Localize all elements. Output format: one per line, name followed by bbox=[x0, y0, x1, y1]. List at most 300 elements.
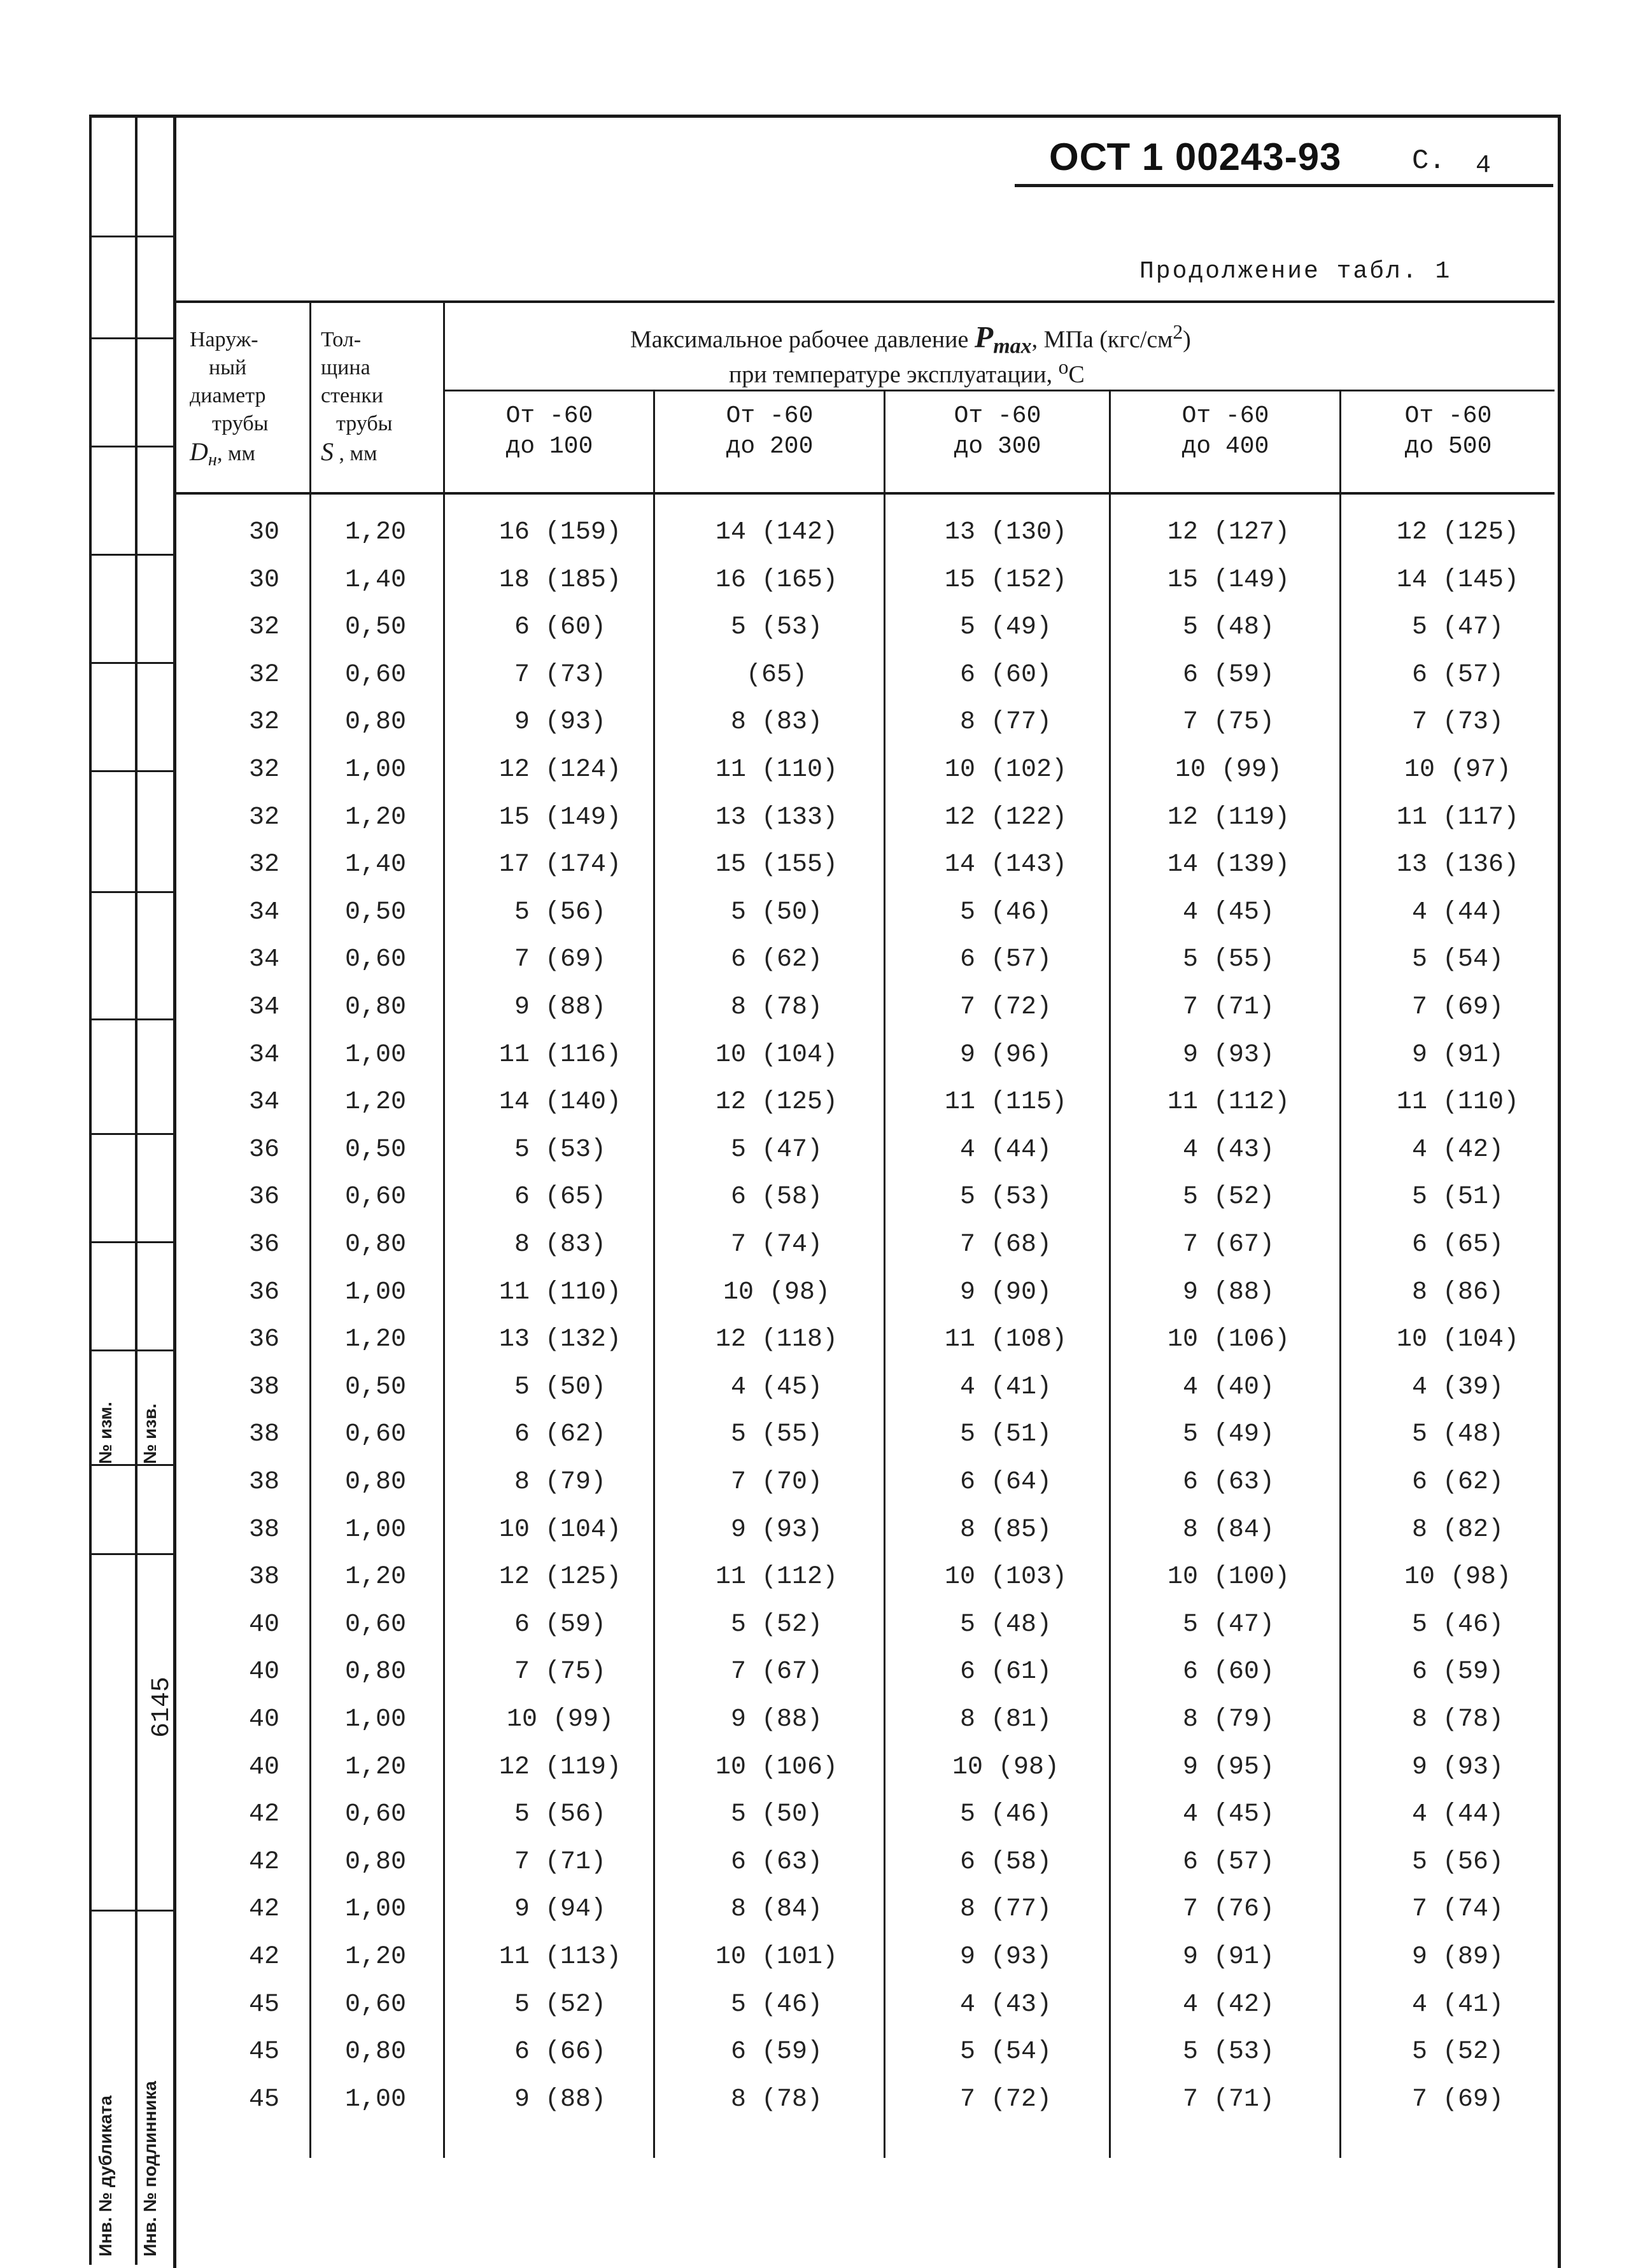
pressure-cell: 5 (47) bbox=[1182, 1610, 1275, 1639]
pressure-cell: 6 (59) bbox=[730, 2038, 823, 2067]
table-row bbox=[191, 984, 1553, 1032]
wall-thickness-cell: 0,80 bbox=[344, 2038, 406, 2067]
table-row bbox=[191, 557, 1553, 605]
temp-range-from: От -60 bbox=[505, 402, 593, 430]
wall-thickness-cell: 0,60 bbox=[344, 1183, 406, 1212]
outer-diameter-cell: 32 bbox=[248, 756, 279, 784]
pressure-cell: 5 (46) bbox=[730, 1990, 823, 2019]
pressure-unit: , МПа (кгс/см bbox=[1031, 326, 1173, 353]
outer-diameter-cell: 45 bbox=[248, 2038, 279, 2067]
pressure-cell: 7 (72) bbox=[959, 993, 1052, 1022]
pressure-cell: 7 (73) bbox=[1411, 708, 1504, 737]
temp-range-from: От -60 bbox=[726, 402, 814, 430]
table-row bbox=[191, 1364, 1553, 1412]
pressure-cell: 15 (155) bbox=[715, 850, 838, 880]
header-line: диаметр bbox=[190, 384, 266, 407]
wall-thickness-cell: 0,50 bbox=[344, 1372, 406, 1402]
pressure-cell: 6 (60) bbox=[959, 660, 1052, 689]
strip-sep bbox=[89, 1133, 174, 1135]
change-number-label: № изм. bbox=[95, 1402, 115, 1464]
pressure-cell: 5 (52) bbox=[514, 1990, 607, 2019]
temp-range-300 bbox=[886, 401, 1109, 462]
pressure-cell: 16 (165) bbox=[715, 565, 838, 595]
pressure-cell: 10 (101) bbox=[715, 1943, 838, 1971]
temp-range-500 bbox=[1342, 401, 1555, 462]
pressure-cell: 6 (59) bbox=[514, 1610, 607, 1639]
pressure-cell: 5 (49) bbox=[1182, 1420, 1275, 1449]
table-row bbox=[191, 1554, 1553, 1602]
pressure-cell: 15 (152) bbox=[944, 565, 1068, 595]
pressure-cell: 10 (100) bbox=[1167, 1563, 1290, 1592]
outer-diameter-cell: 36 bbox=[248, 1135, 279, 1164]
table-row bbox=[191, 2076, 1553, 2124]
pressure-cell: 9 (91) bbox=[1411, 1040, 1504, 1069]
outer-diameter-cell: 30 bbox=[248, 565, 279, 595]
header-subdivider bbox=[443, 390, 1555, 391]
wall-thickness-cell: 0,60 bbox=[344, 945, 406, 975]
pressure-cell: 5 (52) bbox=[730, 1610, 823, 1639]
outer-diameter-cell: 36 bbox=[248, 1230, 279, 1259]
document-code: ОСТ 1 00243-93 bbox=[1049, 136, 1342, 178]
pressure-cell: 9 (89) bbox=[1411, 1943, 1504, 1971]
table-row bbox=[191, 1411, 1553, 1459]
pressure-cell: 5 (52) bbox=[1411, 2038, 1504, 2067]
header-bottom-border bbox=[176, 492, 1555, 495]
pressure-cell: 15 (149) bbox=[498, 803, 622, 832]
pressure-cell: 10 (99) bbox=[506, 1705, 614, 1734]
pressure-cell: 5 (53) bbox=[959, 1183, 1052, 1212]
strip-sep bbox=[89, 662, 174, 664]
pressure-cell: 6 (65) bbox=[1411, 1230, 1504, 1259]
table-top-border bbox=[176, 300, 1555, 303]
table-row bbox=[191, 1886, 1553, 1934]
strip-top bbox=[89, 115, 174, 118]
table-row bbox=[191, 889, 1553, 937]
pressure-cell: 8 (84) bbox=[1182, 1515, 1275, 1544]
pressure-cell: 4 (44) bbox=[1411, 898, 1504, 927]
wall-thickness-cell: 0,80 bbox=[344, 1847, 406, 1877]
pressure-cell: 6 (62) bbox=[1411, 1468, 1504, 1497]
outer-diameter-cell: 34 bbox=[248, 993, 279, 1022]
pressure-cell: 4 (42) bbox=[1182, 1990, 1275, 2019]
wall-thickness-cell: 1,20 bbox=[344, 518, 406, 547]
wall-thickness-cell: 1,00 bbox=[344, 1895, 406, 1924]
pressure-cell: 9 (88) bbox=[514, 993, 607, 1022]
strip-sep bbox=[89, 1464, 174, 1466]
pressure-cell: 6 (57) bbox=[959, 945, 1052, 975]
wall-thickness-cell: 1,00 bbox=[344, 1040, 406, 1069]
pressure-cell: 8 (82) bbox=[1411, 1515, 1504, 1544]
pressure-title: Максимальное рабочее давление bbox=[630, 326, 969, 353]
original-inventory-label: Инв. № подлинника bbox=[140, 2081, 160, 2257]
outer-diameter-cell: 38 bbox=[248, 1468, 279, 1497]
outer-diameter-cell: 42 bbox=[248, 1800, 279, 1829]
pressure-cell: 5 (47) bbox=[1411, 613, 1504, 642]
pressure-cell: 10 (98) bbox=[723, 1278, 831, 1307]
table-row bbox=[191, 1222, 1553, 1269]
pressure-cell: 4 (44) bbox=[1411, 1800, 1504, 1829]
strip-sep bbox=[89, 1018, 174, 1020]
pressure-cell: 5 (53) bbox=[514, 1135, 607, 1164]
wall-thickness-cell: 0,60 bbox=[344, 1420, 406, 1449]
page-label: С. bbox=[1412, 145, 1446, 177]
wall-thickness-cell: 1,00 bbox=[344, 1705, 406, 1734]
outer-diameter-cell: 32 bbox=[248, 803, 279, 832]
pressure-cell: 6 (60) bbox=[1182, 1658, 1275, 1687]
pressure-cell: 8 (84) bbox=[730, 1895, 823, 1924]
pressure-cell: 4 (44) bbox=[959, 1135, 1052, 1164]
table-row bbox=[191, 1982, 1553, 2029]
pressure-cell: 5 (48) bbox=[1182, 613, 1275, 642]
temp-range-to: до 400 bbox=[1181, 433, 1269, 460]
wall-thickness-cell: 0,80 bbox=[344, 1230, 406, 1259]
pressure-cell: 9 (93) bbox=[1411, 1752, 1504, 1782]
pressure-cell: 8 (78) bbox=[1411, 1705, 1504, 1734]
strip-sep bbox=[89, 1349, 174, 1351]
pressure-cell: 8 (83) bbox=[730, 708, 823, 737]
table-row bbox=[191, 652, 1553, 700]
pressure-cell: 9 (94) bbox=[514, 1895, 607, 1924]
strip-sep bbox=[89, 554, 174, 556]
pressure-cell: 11 (115) bbox=[944, 1088, 1068, 1117]
pressure-cell: 9 (90) bbox=[959, 1278, 1052, 1307]
strip-sep bbox=[89, 1553, 174, 1555]
table-row bbox=[191, 936, 1553, 984]
pressure-cell: 10 (102) bbox=[944, 756, 1068, 784]
notice-number-label: № изв. bbox=[140, 1403, 160, 1464]
pressure-cell: 10 (98) bbox=[1404, 1563, 1512, 1592]
table-row bbox=[191, 1649, 1553, 1696]
pressure-cell: 6 (57) bbox=[1411, 660, 1504, 689]
pressure-cell: 7 (76) bbox=[1182, 1895, 1275, 1924]
duplicate-inventory-label: Инв. № дубликата bbox=[95, 2095, 115, 2257]
table-row bbox=[191, 794, 1553, 842]
wall-thickness-cell: 1,20 bbox=[344, 1325, 406, 1355]
pressure-cell: 13 (136) bbox=[1396, 850, 1520, 880]
temperature-subheader bbox=[729, 353, 1085, 389]
pressure-cell: 9 (95) bbox=[1182, 1752, 1275, 1782]
outer-diameter-cell: 42 bbox=[248, 1895, 279, 1924]
pressure-cell: 6 (64) bbox=[959, 1468, 1052, 1497]
temp-range-to: до 100 bbox=[505, 433, 593, 460]
outer-diameter-cell: 38 bbox=[248, 1563, 279, 1592]
table-row bbox=[191, 1079, 1553, 1127]
pressure-cell: 4 (41) bbox=[959, 1372, 1052, 1402]
pressure-cell: 8 (83) bbox=[514, 1230, 607, 1259]
header-line: трубы bbox=[336, 412, 393, 435]
thickness-symbol: S bbox=[321, 437, 334, 466]
table-row bbox=[191, 842, 1553, 889]
table-row bbox=[191, 604, 1553, 652]
pressure-cell: 7 (69) bbox=[1411, 2085, 1504, 2114]
diameter-unit: , мм bbox=[216, 442, 255, 465]
outer-diameter-cell: 34 bbox=[248, 1088, 279, 1117]
outer-diameter-cell: 32 bbox=[248, 850, 279, 880]
pressure-cell: 6 (59) bbox=[1411, 1658, 1504, 1687]
pressure-cell: 8 (78) bbox=[730, 2085, 823, 2114]
pressure-cell: 6 (58) bbox=[959, 1847, 1052, 1877]
pressure-cell: 12 (118) bbox=[715, 1325, 838, 1355]
pressure-cell: 8 (86) bbox=[1411, 1278, 1504, 1307]
wall-thickness-header bbox=[321, 326, 393, 468]
pressure-cell: 7 (70) bbox=[730, 1468, 823, 1497]
wall-thickness-cell: 0,50 bbox=[344, 898, 406, 927]
wall-thickness-cell: 0,60 bbox=[344, 1610, 406, 1639]
strip-line-2 bbox=[135, 115, 138, 2265]
pressure-cell: 14 (142) bbox=[715, 518, 838, 547]
pressure-cell: 6 (63) bbox=[1182, 1468, 1275, 1497]
pressure-cell: 10 (104) bbox=[1396, 1325, 1520, 1355]
wall-thickness-cell: 1,20 bbox=[344, 1943, 406, 1971]
strip-line-1 bbox=[89, 115, 92, 2265]
pressure-cell: 9 (88) bbox=[730, 1705, 823, 1734]
pressure-cell: 5 (46) bbox=[959, 1800, 1052, 1829]
pressure-cell: 14 (143) bbox=[944, 850, 1068, 880]
pressure-cell: 7 (73) bbox=[514, 660, 607, 689]
table-row bbox=[191, 1839, 1553, 1887]
table-row bbox=[191, 509, 1553, 557]
pressure-cell: 6 (60) bbox=[514, 613, 607, 642]
pressure-cell: 7 (68) bbox=[959, 1230, 1052, 1259]
pressure-cell: 7 (69) bbox=[514, 945, 607, 975]
strip-sep bbox=[89, 1910, 174, 1912]
outer-diameter-cell: 36 bbox=[248, 1325, 279, 1355]
wall-thickness-cell: 1,20 bbox=[344, 1752, 406, 1782]
pressure-cell: 16 (159) bbox=[498, 518, 622, 547]
pressure-cell: 8 (79) bbox=[1182, 1705, 1275, 1734]
wall-thickness-cell: 1,00 bbox=[344, 2085, 406, 2114]
table-row bbox=[191, 1316, 1553, 1364]
outer-diameter-cell: 36 bbox=[248, 1183, 279, 1212]
pressure-subscript: max bbox=[993, 334, 1032, 358]
pressure-cell: 5 (54) bbox=[1411, 945, 1504, 975]
temp-range-400 bbox=[1111, 401, 1339, 462]
pressure-cell: 9 (91) bbox=[1182, 1943, 1275, 1971]
outer-diameter-cell: 42 bbox=[248, 1943, 279, 1971]
table-continuation-label: Продолжение табл. 1 bbox=[1139, 258, 1452, 285]
wall-thickness-cell: 1,20 bbox=[344, 1088, 406, 1117]
pressure-cell: 10 (99) bbox=[1174, 756, 1283, 784]
pressure-cell: 7 (67) bbox=[1182, 1230, 1275, 1259]
celsius: С bbox=[1068, 361, 1085, 388]
pressure-cell: 5 (48) bbox=[1411, 1420, 1504, 1449]
pressure-cell: 8 (81) bbox=[959, 1705, 1052, 1734]
pressure-cell: 5 (51) bbox=[959, 1420, 1052, 1449]
pressure-cell: (65) bbox=[745, 660, 807, 689]
strip-sep bbox=[89, 891, 174, 893]
table-row bbox=[191, 1269, 1553, 1317]
wall-thickness-cell: 0,50 bbox=[344, 1135, 406, 1164]
pressure-cell: 4 (43) bbox=[959, 1990, 1052, 2019]
table-row bbox=[191, 1696, 1553, 1744]
outer-diameter-cell: 38 bbox=[248, 1515, 279, 1544]
header-line bbox=[190, 438, 269, 474]
wall-thickness-cell: 0,50 bbox=[344, 613, 406, 642]
outer-diameter-cell: 30 bbox=[248, 518, 279, 547]
pressure-cell: 4 (39) bbox=[1411, 1372, 1504, 1402]
header-line bbox=[321, 438, 393, 468]
pressure-cell: 12 (125) bbox=[1396, 518, 1520, 547]
table-row bbox=[191, 1459, 1553, 1507]
pressure-cell: 4 (43) bbox=[1182, 1135, 1275, 1164]
pressure-cell: 6 (57) bbox=[1182, 1847, 1275, 1877]
wall-thickness-cell: 1,00 bbox=[344, 1515, 406, 1544]
temperature-title: при температуре эксплуатации, bbox=[729, 361, 1053, 388]
temp-range-100 bbox=[446, 401, 653, 462]
pressure-cell: 5 (56) bbox=[514, 1800, 607, 1829]
diameter-subscript: н bbox=[208, 449, 217, 470]
temp-range-from: От -60 bbox=[1404, 402, 1492, 430]
pressure-cell: 4 (45) bbox=[1182, 898, 1275, 927]
wall-thickness-cell: 0,80 bbox=[344, 1468, 406, 1497]
outer-diameter-cell: 32 bbox=[248, 660, 279, 689]
pressure-cell: 17 (174) bbox=[498, 850, 622, 880]
pressure-cell: 12 (125) bbox=[498, 1563, 622, 1592]
pressure-cell: 8 (77) bbox=[959, 1895, 1052, 1924]
pressure-cell: 11 (113) bbox=[498, 1943, 622, 1971]
pressure-symbol: P bbox=[974, 320, 994, 355]
pressure-cell: 10 (103) bbox=[944, 1563, 1068, 1592]
pressure-cell: 5 (51) bbox=[1411, 1183, 1504, 1212]
pressure-cell: 7 (74) bbox=[1411, 1895, 1504, 1924]
pressure-cell: 7 (72) bbox=[959, 2085, 1052, 2114]
pressure-cell: 10 (106) bbox=[715, 1752, 838, 1782]
table-row bbox=[191, 1791, 1553, 1839]
pressure-cell: 9 (88) bbox=[514, 2085, 607, 2114]
pressure-cell: 13 (130) bbox=[944, 518, 1068, 547]
outer-diameter-cell: 34 bbox=[248, 1040, 279, 1069]
pressure-cell: 7 (71) bbox=[514, 1847, 607, 1877]
outer-diameter-cell: 38 bbox=[248, 1420, 279, 1449]
pressure-cell: 4 (42) bbox=[1411, 1135, 1504, 1164]
table-row bbox=[191, 1744, 1553, 1792]
temp-range-from: От -60 bbox=[954, 402, 1041, 430]
pressure-cell: 5 (49) bbox=[959, 613, 1052, 642]
wall-thickness-cell: 1,20 bbox=[344, 1563, 406, 1592]
pressure-cell: 5 (55) bbox=[730, 1420, 823, 1449]
pressure-cell: 9 (88) bbox=[1182, 1278, 1275, 1307]
pressure-cell: 4 (45) bbox=[730, 1372, 823, 1402]
degree-sign: о bbox=[1058, 356, 1069, 378]
wall-thickness-cell: 0,60 bbox=[344, 1800, 406, 1829]
pressure-cell: 6 (66) bbox=[514, 2038, 607, 2067]
pressure-cell: 5 (56) bbox=[514, 898, 607, 927]
wall-thickness-cell: 1,40 bbox=[344, 565, 406, 595]
table-row bbox=[191, 747, 1553, 794]
outer-diameter-cell: 34 bbox=[248, 898, 279, 927]
page-number: 4 bbox=[1476, 151, 1491, 180]
diameter-symbol: D bbox=[190, 437, 208, 466]
pressure-cell: 5 (47) bbox=[730, 1135, 823, 1164]
header-line: Тол- bbox=[321, 328, 362, 351]
pressure-cell: 11 (108) bbox=[944, 1325, 1068, 1355]
pressure-cell: 10 (104) bbox=[715, 1040, 838, 1069]
wall-thickness-cell: 0,80 bbox=[344, 708, 406, 737]
pressure-cell: 7 (71) bbox=[1182, 993, 1275, 1022]
wall-thickness-cell: 1,00 bbox=[344, 756, 406, 784]
pressure-cell: 7 (75) bbox=[1182, 708, 1275, 737]
pressure-cell: 10 (106) bbox=[1167, 1325, 1290, 1355]
pressure-cell: 11 (117) bbox=[1396, 803, 1520, 832]
pressure-cell: 12 (124) bbox=[498, 756, 622, 784]
outer-diameter-cell: 40 bbox=[248, 1610, 279, 1639]
outer-diameter-cell: 40 bbox=[248, 1658, 279, 1687]
table-row bbox=[191, 1934, 1553, 1982]
table-row bbox=[191, 1174, 1553, 1222]
pressure-cell: 11 (112) bbox=[1167, 1088, 1290, 1117]
temp-range-200 bbox=[656, 401, 884, 462]
pressure-cell: 11 (110) bbox=[498, 1278, 622, 1307]
pressure-cell: 8 (78) bbox=[730, 993, 823, 1022]
pressure-cell: 14 (139) bbox=[1167, 850, 1290, 880]
pressure-cell: 5 (50) bbox=[730, 898, 823, 927]
pressure-cell: 9 (93) bbox=[730, 1515, 823, 1544]
pressure-cell: 8 (77) bbox=[959, 708, 1052, 737]
pressure-cell: 4 (45) bbox=[1182, 1800, 1275, 1829]
pressure-cell: 8 (79) bbox=[514, 1468, 607, 1497]
pressure-cell: 12 (119) bbox=[1167, 803, 1290, 832]
wall-thickness-cell: 1,40 bbox=[344, 850, 406, 880]
header-line: щина bbox=[321, 356, 370, 379]
pressure-cell: 6 (62) bbox=[730, 945, 823, 975]
temp-range-from: От -60 bbox=[1181, 402, 1269, 430]
wall-thickness-cell: 0,80 bbox=[344, 993, 406, 1022]
pressure-cell: 11 (110) bbox=[715, 756, 838, 784]
pressure-cell: 5 (46) bbox=[1411, 1610, 1504, 1639]
pressure-cell: 8 (85) bbox=[959, 1515, 1052, 1544]
strip-sep bbox=[89, 446, 174, 447]
pressure-cell: 14 (140) bbox=[498, 1088, 622, 1117]
strip-sep bbox=[89, 1241, 174, 1243]
outer-diameter-cell: 34 bbox=[248, 945, 279, 975]
pressure-cell: 11 (110) bbox=[1396, 1088, 1520, 1117]
temp-range-to: до 300 bbox=[954, 433, 1041, 460]
wall-thickness-cell: 0,80 bbox=[344, 1658, 406, 1687]
pressure-cell: 6 (59) bbox=[1182, 660, 1275, 689]
pressure-cell: 11 (112) bbox=[715, 1563, 838, 1592]
pressure-cell: 9 (93) bbox=[959, 1943, 1052, 1971]
pressure-cell: 6 (61) bbox=[959, 1658, 1052, 1687]
strip-sep bbox=[89, 770, 174, 772]
pressure-cell: 5 (53) bbox=[1182, 2038, 1275, 2067]
pressure-cell: 10 (97) bbox=[1404, 756, 1512, 784]
header-line: стенки bbox=[321, 384, 383, 407]
wall-thickness-cell: 1,00 bbox=[344, 1278, 406, 1307]
outer-diameter-cell: 32 bbox=[248, 613, 279, 642]
outer-diameter-cell: 40 bbox=[248, 1752, 279, 1782]
header-line: ный bbox=[209, 356, 247, 379]
outer-diameter-cell: 36 bbox=[248, 1278, 279, 1307]
header-line: трубы bbox=[212, 412, 269, 435]
table-row bbox=[191, 1602, 1553, 1649]
table-row bbox=[191, 1127, 1553, 1174]
pressure-cell: 12 (122) bbox=[944, 803, 1068, 832]
temp-range-to: до 500 bbox=[1404, 433, 1492, 460]
pressure-cell: 14 (145) bbox=[1396, 565, 1520, 595]
pressure-cell: 10 (104) bbox=[498, 1515, 622, 1544]
pressure-cell: 4 (40) bbox=[1182, 1372, 1275, 1402]
pressure-cell: 9 (96) bbox=[959, 1040, 1052, 1069]
outer-diameter-cell: 40 bbox=[248, 1705, 279, 1734]
header-line: Наруж- bbox=[190, 328, 258, 351]
doc-code-underline bbox=[1015, 184, 1553, 187]
pressure-cell: 12 (125) bbox=[715, 1088, 838, 1117]
pressure-cell: 5 (48) bbox=[959, 1610, 1052, 1639]
pressure-cell: 5 (46) bbox=[959, 898, 1052, 927]
table-row bbox=[191, 1032, 1553, 1080]
outer-diameter-cell: 45 bbox=[248, 1990, 279, 2019]
table-row bbox=[191, 1507, 1553, 1554]
